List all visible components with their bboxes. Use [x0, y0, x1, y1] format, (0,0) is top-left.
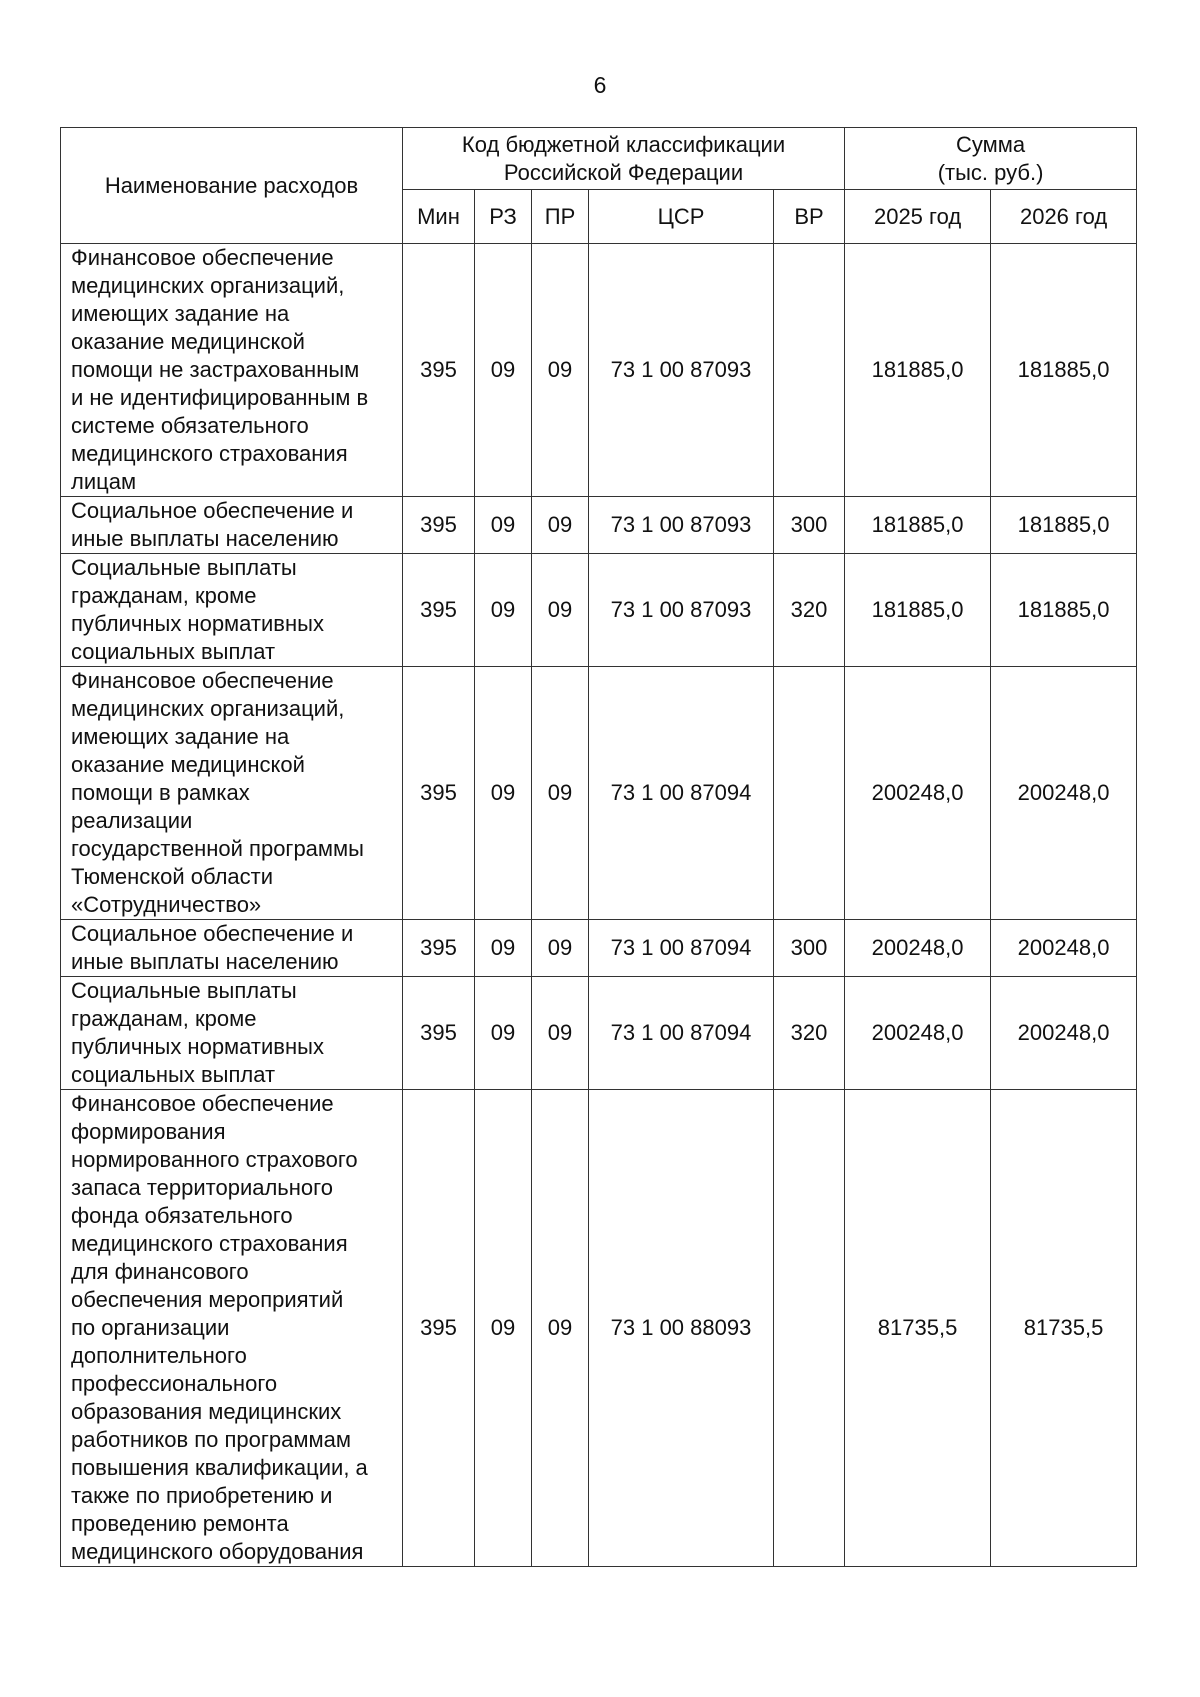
- table-row: [61, 920, 1137, 977]
- vr-cell: 320: [774, 977, 845, 1090]
- csr-cell: 73 1 00 87093: [589, 244, 774, 497]
- min-cell: 395: [403, 1090, 475, 1567]
- expense-name-cell: Финансовое обеспечение медицинских организаций, имеющих задание на оказание медицинской помощи не застрахованным и не идентифицированным в системе обязательного медицинского страхования лицам: [61, 244, 403, 497]
- page-number: 6: [593, 72, 607, 98]
- amount-2025-cell: 200248,0: [845, 977, 991, 1090]
- amount-2026-cell: 181885,0: [991, 244, 1137, 497]
- header-pr: ПР: [532, 190, 589, 244]
- rz-cell: 09: [475, 554, 532, 667]
- pr-cell: 09: [532, 1090, 589, 1567]
- amount-2026-cell: 81735,5: [991, 1090, 1137, 1567]
- pr-cell: 09: [532, 977, 589, 1090]
- header-sum-group: Сумма (тыс. руб.): [845, 128, 1137, 190]
- amount-2025-cell: 181885,0: [845, 244, 991, 497]
- pr-cell: 09: [532, 667, 589, 920]
- amount-2026-cell: 200248,0: [991, 977, 1137, 1090]
- header-expense-name: Наименование расходов: [61, 128, 403, 244]
- rz-cell: 09: [475, 667, 532, 920]
- pr-cell: 09: [532, 497, 589, 554]
- table-row: [61, 244, 1137, 497]
- vr-cell: [774, 1090, 845, 1567]
- csr-cell: 73 1 00 87093: [589, 497, 774, 554]
- rz-cell: 09: [475, 244, 532, 497]
- amount-2025-cell: 81735,5: [845, 1090, 991, 1567]
- csr-cell: 73 1 00 87094: [589, 977, 774, 1090]
- expense-name-cell: Финансовое обеспечение медицинских организаций, имеющих задание на оказание медицинской помощи в рамках реализации государственной программы Тюменской области «Сотрудничество»: [61, 667, 403, 920]
- pr-cell: 09: [532, 244, 589, 497]
- header-row-groups: [61, 128, 1137, 190]
- header-min: Мин: [403, 190, 475, 244]
- min-cell: 395: [403, 667, 475, 920]
- header-csr: ЦСР: [589, 190, 774, 244]
- header-budget-code-group: Код бюджетной классификации Российской Федерации: [403, 128, 845, 190]
- vr-cell: 300: [774, 920, 845, 977]
- vr-cell: 300: [774, 497, 845, 554]
- amount-2026-cell: 200248,0: [991, 920, 1137, 977]
- budget-table: [60, 127, 1137, 1567]
- expense-name-cell: Социальное обеспечение и иные выплаты населению: [61, 920, 403, 977]
- pr-cell: 09: [532, 554, 589, 667]
- expense-name-cell: Социальное обеспечение и иные выплаты населению: [61, 497, 403, 554]
- table-row: [61, 977, 1137, 1090]
- min-cell: 395: [403, 497, 475, 554]
- vr-cell: 320: [774, 554, 845, 667]
- header-rz: РЗ: [475, 190, 532, 244]
- rz-cell: 09: [475, 977, 532, 1090]
- rz-cell: 09: [475, 920, 532, 977]
- table-row: [61, 667, 1137, 920]
- amount-2026-cell: 181885,0: [991, 497, 1137, 554]
- amount-2026-cell: 181885,0: [991, 554, 1137, 667]
- vr-cell: [774, 667, 845, 920]
- csr-cell: 73 1 00 87094: [589, 920, 774, 977]
- expense-name-cell: Социальные выплаты гражданам, кроме публичных нормативных социальных выплат: [61, 977, 403, 1090]
- amount-2025-cell: 200248,0: [845, 920, 991, 977]
- table-row: [61, 1090, 1137, 1567]
- csr-cell: 73 1 00 87094: [589, 667, 774, 920]
- csr-cell: 73 1 00 87093: [589, 554, 774, 667]
- vr-cell: [774, 244, 845, 497]
- min-cell: 395: [403, 244, 475, 497]
- rz-cell: 09: [475, 497, 532, 554]
- min-cell: 395: [403, 977, 475, 1090]
- header-year-2025: 2025 год: [845, 190, 991, 244]
- amount-2026-cell: 200248,0: [991, 667, 1137, 920]
- expense-name-cell: Финансовое обеспечение формирования нормированного страхового запаса территориального фонда обязательного медицинского страхования для финансового обеспечения мероприятий по организации дополнительного профессионального образования медицинских работников по программам повышения квалификации, а также по приобретению и проведению ремонта медицинского оборудования: [61, 1090, 403, 1567]
- amount-2025-cell: 181885,0: [845, 497, 991, 554]
- min-cell: 395: [403, 920, 475, 977]
- table-row: [61, 554, 1137, 667]
- table-row: [61, 497, 1137, 554]
- header-year-2026: 2026 год: [991, 190, 1137, 244]
- header-vr: ВР: [774, 190, 845, 244]
- amount-2025-cell: 200248,0: [845, 667, 991, 920]
- rz-cell: 09: [475, 1090, 532, 1567]
- amount-2025-cell: 181885,0: [845, 554, 991, 667]
- pr-cell: 09: [532, 920, 589, 977]
- min-cell: 395: [403, 554, 475, 667]
- expense-name-cell: Социальные выплаты гражданам, кроме публичных нормативных социальных выплат: [61, 554, 403, 667]
- csr-cell: 73 1 00 88093: [589, 1090, 774, 1567]
